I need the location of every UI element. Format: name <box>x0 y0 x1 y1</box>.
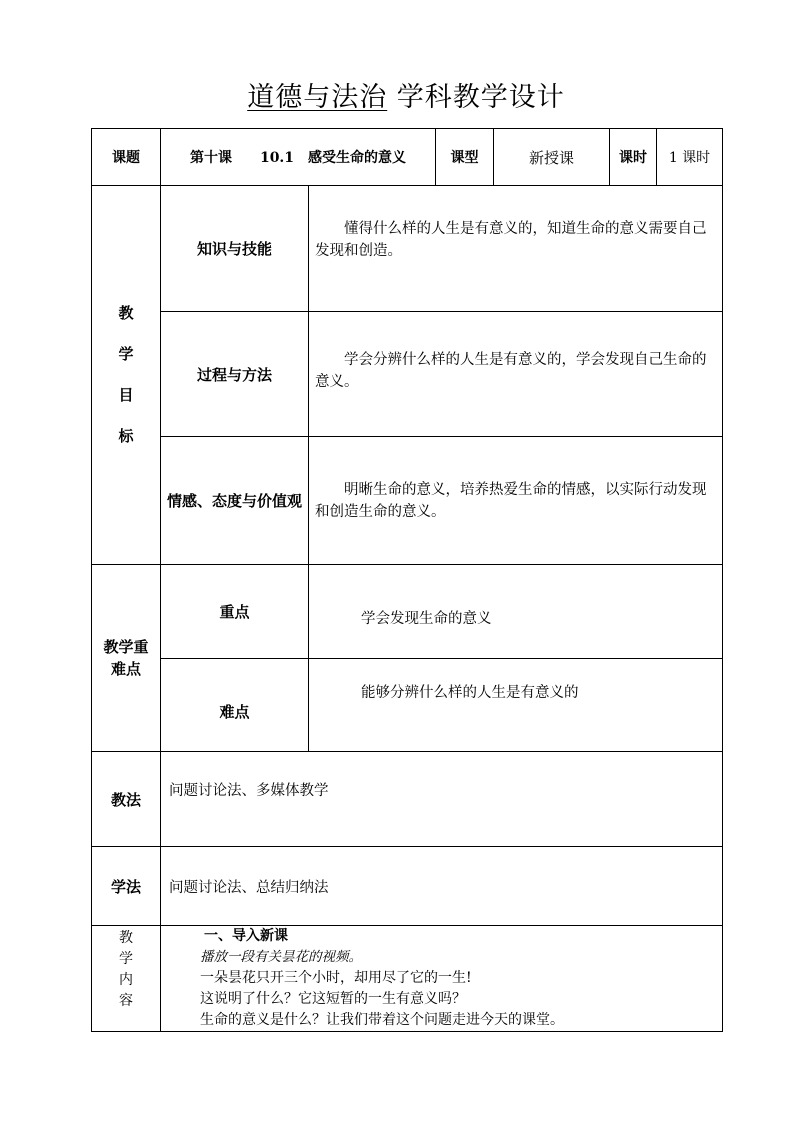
learning-method-row <box>92 847 723 926</box>
difficulty-text: 能够分辨什么样的人生是有意义的 <box>309 659 723 752</box>
key-points-label: 教学重难点 <box>92 565 161 752</box>
objective-row-emotion <box>92 437 723 565</box>
title-rest: 学科教学设计 <box>396 82 565 113</box>
objective-row-knowledge <box>92 186 723 312</box>
topic-label: 课题 <box>92 129 161 186</box>
objective-label-emotion: 情感、态度与价值观 <box>161 437 309 565</box>
teaching-method-text: 问题讨论法、多媒体教学 <box>161 752 723 847</box>
teaching-method-row <box>92 752 723 847</box>
content-line-4: 生命的意义是什么？让我们带着这个问题走进今天的课堂。 <box>200 1012 564 1028</box>
objectives-label <box>92 186 161 565</box>
content-heading: 一、导入新课 <box>204 928 288 944</box>
subject-name: 道德与法治 <box>247 82 388 113</box>
header-row <box>92 129 723 186</box>
teaching-method-label: 教法 <box>92 752 161 847</box>
objectives-label-text: 教 学 目 标 <box>118 304 134 445</box>
content-line-1: 播放一段有关昙花的视频。 <box>200 949 362 965</box>
objective-text-knowledge: 懂得什么样的人生是有意义的，知道生命的意义需要自己发现和创造。 <box>309 186 723 312</box>
objective-label-knowledge: 知识与技能 <box>161 186 309 312</box>
learning-method-text: 问题讨论法、总结归纳法 <box>161 847 723 926</box>
focus-label: 重点 <box>161 565 309 659</box>
difficulty-label: 难点 <box>161 659 309 752</box>
document-title <box>0 78 794 118</box>
content-row <box>92 926 723 1032</box>
objective-row-process <box>92 312 723 437</box>
objective-label-process: 过程与方法 <box>161 312 309 437</box>
type-label: 课型 <box>436 129 494 186</box>
hours-label: 课时 <box>610 129 657 186</box>
key-point-row-difficulty <box>92 659 723 752</box>
key-point-row-focus <box>92 565 723 659</box>
objective-text-process: 学会分辨什么样的人生是有意义的，学会发现自己生命的意义。 <box>309 312 723 437</box>
content-body <box>161 926 723 1032</box>
content-line-3: 这说明了什么？它这短暂的一生有意义吗？ <box>200 991 466 1007</box>
learning-method-label: 学法 <box>92 847 161 926</box>
objective-text-emotion: 明晰生命的意义，培养热爱生命的情感，以实际行动发现和创造生命的意义。 <box>309 437 723 565</box>
content-label: 教 学 内 容 <box>92 926 161 1032</box>
hours-value: 1 课时 <box>657 129 723 186</box>
content-line-2: 一朵昙花只开三个小时，却用尽了它的一生! <box>200 970 472 986</box>
focus-text: 学会发现生命的意义 <box>309 565 723 659</box>
topic-value: 第十课 10.1 感受生命的意义 <box>161 129 436 186</box>
type-value: 新授课 <box>494 129 610 186</box>
lesson-plan-table <box>91 128 723 1032</box>
